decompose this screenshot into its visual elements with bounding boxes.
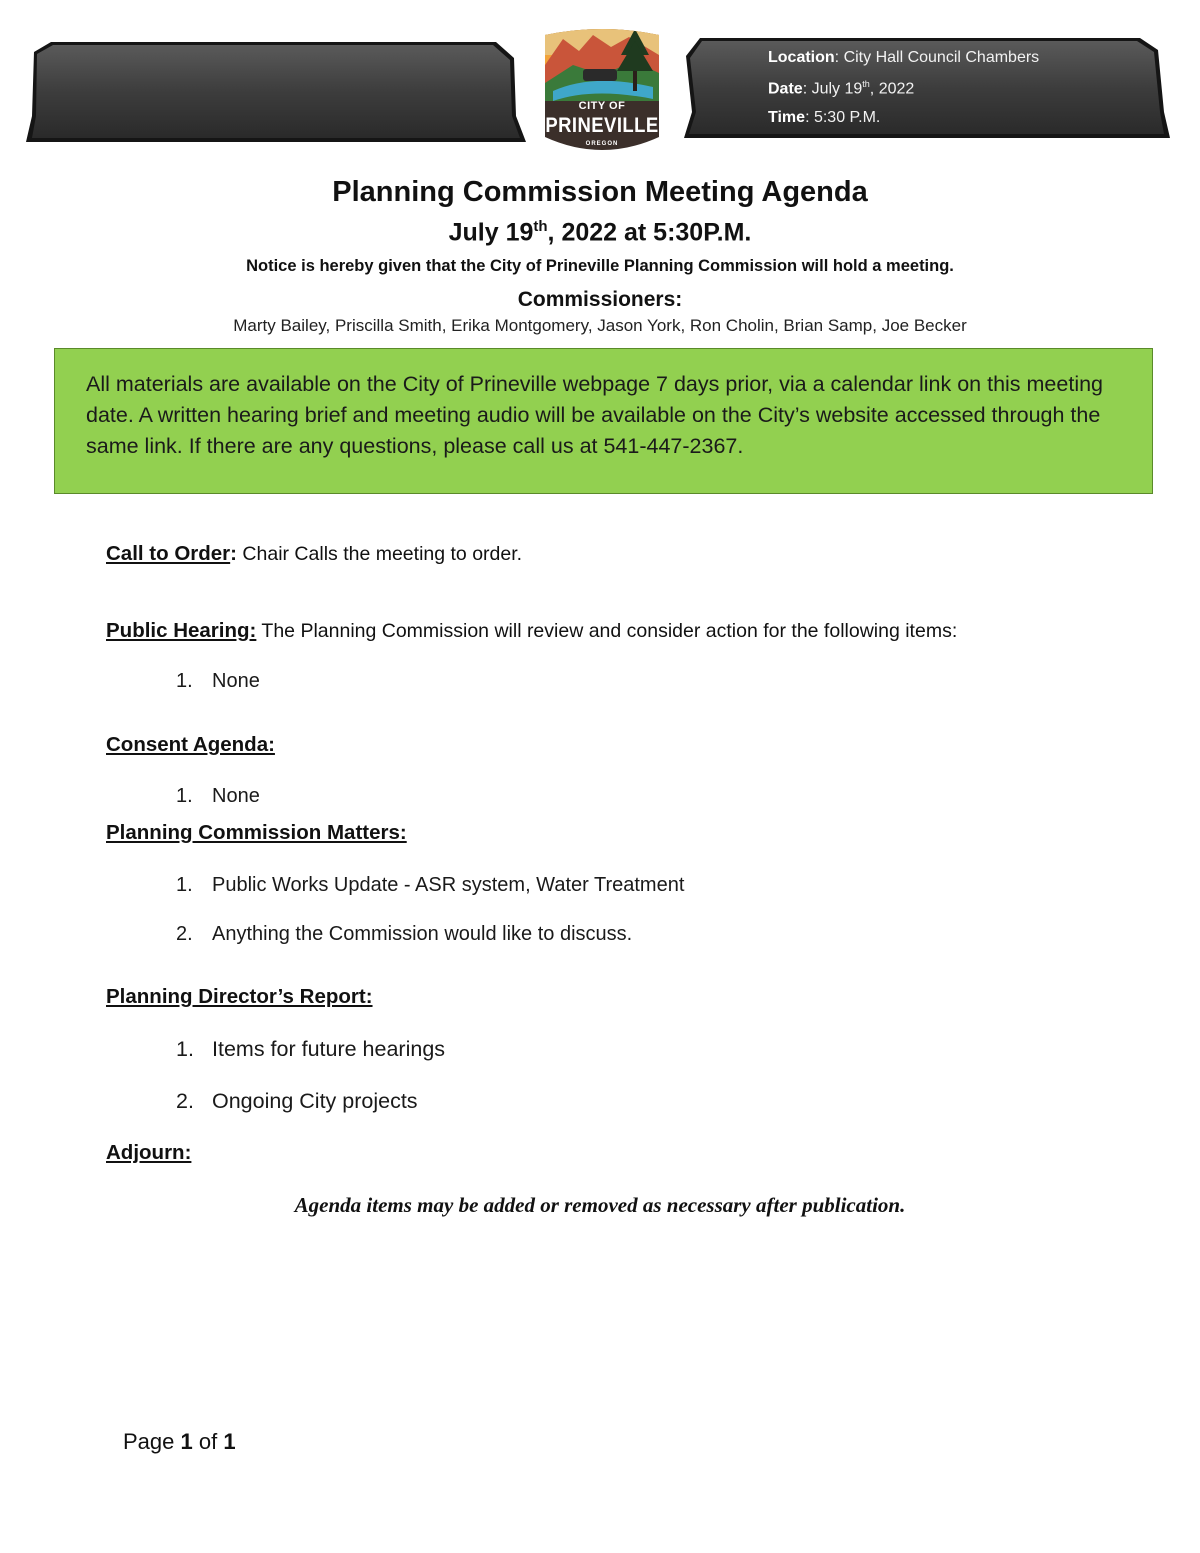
list-item: 1. Items for future hearings <box>176 1037 446 1061</box>
page-number: Page 1 of 1 <box>123 1429 236 1454</box>
meeting-notice: Notice is hereby given that the City of Prineville Planning Commission will hold a meeting. <box>246 257 954 275</box>
list-item: 1. Public Works Update - ASR system, Water Treatment <box>176 874 685 896</box>
logo-city-name: PRINEVILLE <box>545 114 659 137</box>
logo-state: OREGON <box>585 141 619 147</box>
list-item: 1. None <box>176 785 260 807</box>
info-box: All materials are available on the City of Prineville webpage 7 days prior, via a calendar link on this meeting date. A written hearing brief and meeting audio will be available on the City’s website accessed through the same link. If there are any questions, please call us at 541-447-2367. <box>54 348 1153 494</box>
list-item: 2. Anything the Commission would like to discuss. <box>176 923 633 945</box>
footnote: Agenda items may be added or removed as necessary after publication. <box>294 1193 906 1217</box>
page-title: Planning Commission Meeting Agenda <box>332 176 868 208</box>
list-item: 2. Ongoing City projects <box>176 1089 418 1113</box>
header-banner-left <box>26 38 531 148</box>
section-call-to-order: Call to Order: Chair Calls the meeting to order. <box>106 542 523 565</box>
section-public-hearing: Public Hearing: The Planning Commission will review and consider action for the following items: <box>106 619 958 642</box>
list-item: 1. None <box>176 670 260 692</box>
section-planning-commission-matters: Planning Commission Matters: <box>106 821 407 844</box>
section-adjourn: Adjourn: <box>106 1141 192 1164</box>
logo-city-of: CITY OF <box>578 100 626 112</box>
meeting-location: Location: City Hall Council Chambers <box>768 49 1040 66</box>
meeting-time: Time: 5:30 P.M. <box>768 109 881 126</box>
commissioners-list: Marty Bailey, Priscilla Smith, Erika Montgomery, Jason York, Ron Cholin, Brian Samp, Joe Becker <box>233 316 967 335</box>
commissioners-heading: Commissioners: <box>517 288 683 311</box>
section-consent-agenda: Consent Agenda: <box>106 733 275 756</box>
meeting-datetime: July 19th, 2022 at 5:30P.M. <box>448 218 752 247</box>
section-planning-directors-report: Planning Director’s Report: <box>106 985 373 1008</box>
meeting-date: Date: July 19th, 2022 <box>768 79 915 98</box>
